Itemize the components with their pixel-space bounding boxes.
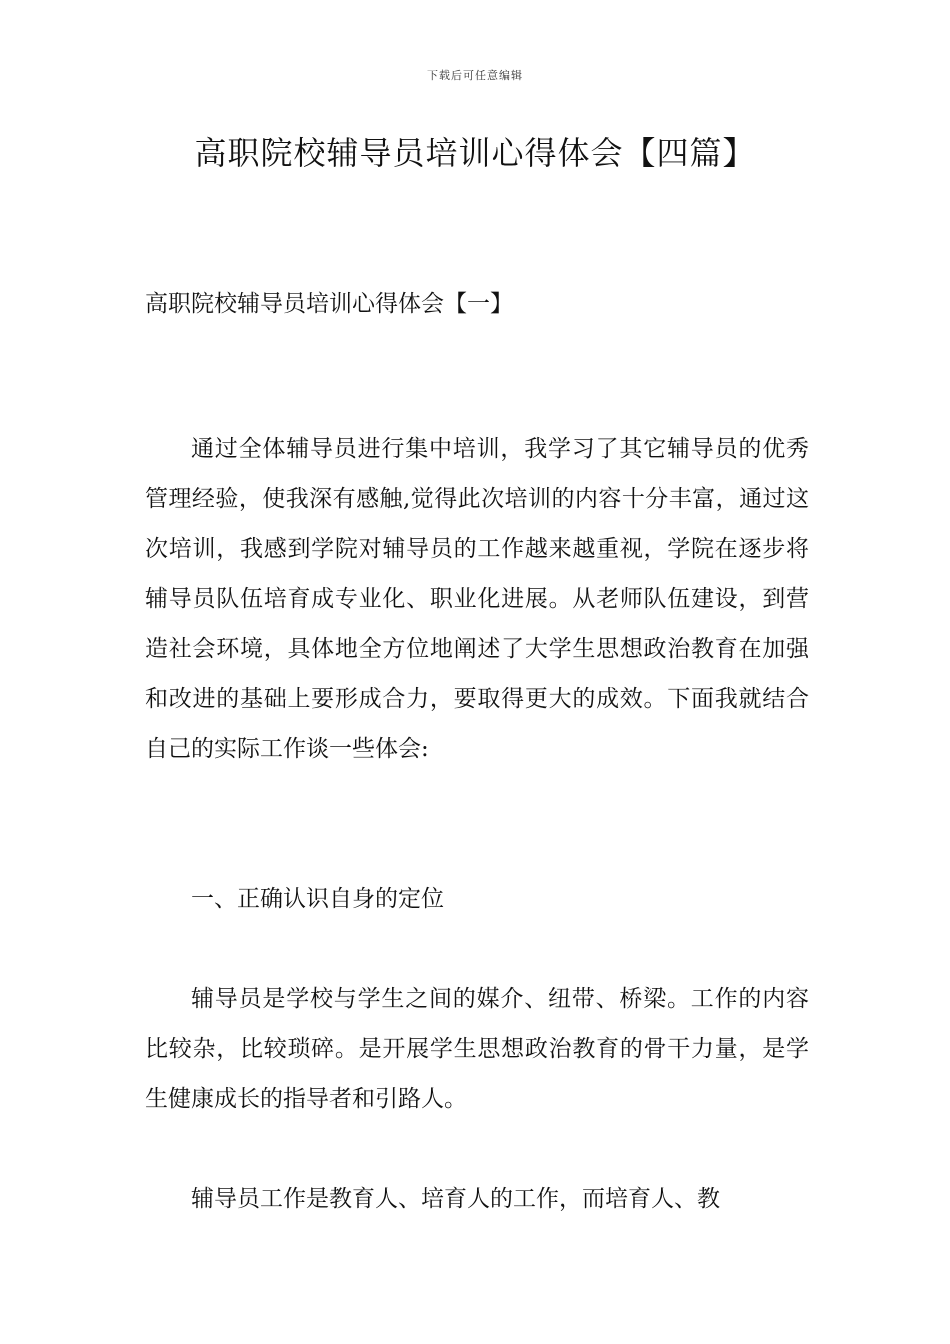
body-paragraph: 辅导员工作是教育人、培育人的工作，而培育人、教 <box>191 1186 720 1212</box>
sub-heading: 一、正确认识自身的定位 <box>191 886 444 912</box>
header-note: 下载后可任意编辑 <box>427 69 523 82</box>
section-heading: 高职院校辅导员培训心得体会【一】 <box>145 291 513 317</box>
body-paragraph: 通过全体辅导员进行集中培训，我学习了其它辅导员的优秀管理经验，使我深有感触,觉得此次培训的内容十分丰富，通过这次培训，我感到学院对辅导员的工作越来越重视，学院在逐步将辅导员队伍培育成专业化、职业化进展。从老师队伍建设，到营造社会环境，具体地全方位地阐述了大学生思想政治教育在加强和改进的基础上要形成合力，要取得更大的成效。下面我就结合自己的实际工作谈一些体会: <box>145 436 809 762</box>
body-paragraph: 辅导员是学校与学生之间的媒介、纽带、桥梁。工作的内容比较杂，比较琐碎。是开展学生思想政治教育的骨干力量，是学生健康成长的指导者和引路人。 <box>145 986 809 1112</box>
document-title: 高职院校辅导员培训心得体会【四篇】 <box>194 134 756 172</box>
